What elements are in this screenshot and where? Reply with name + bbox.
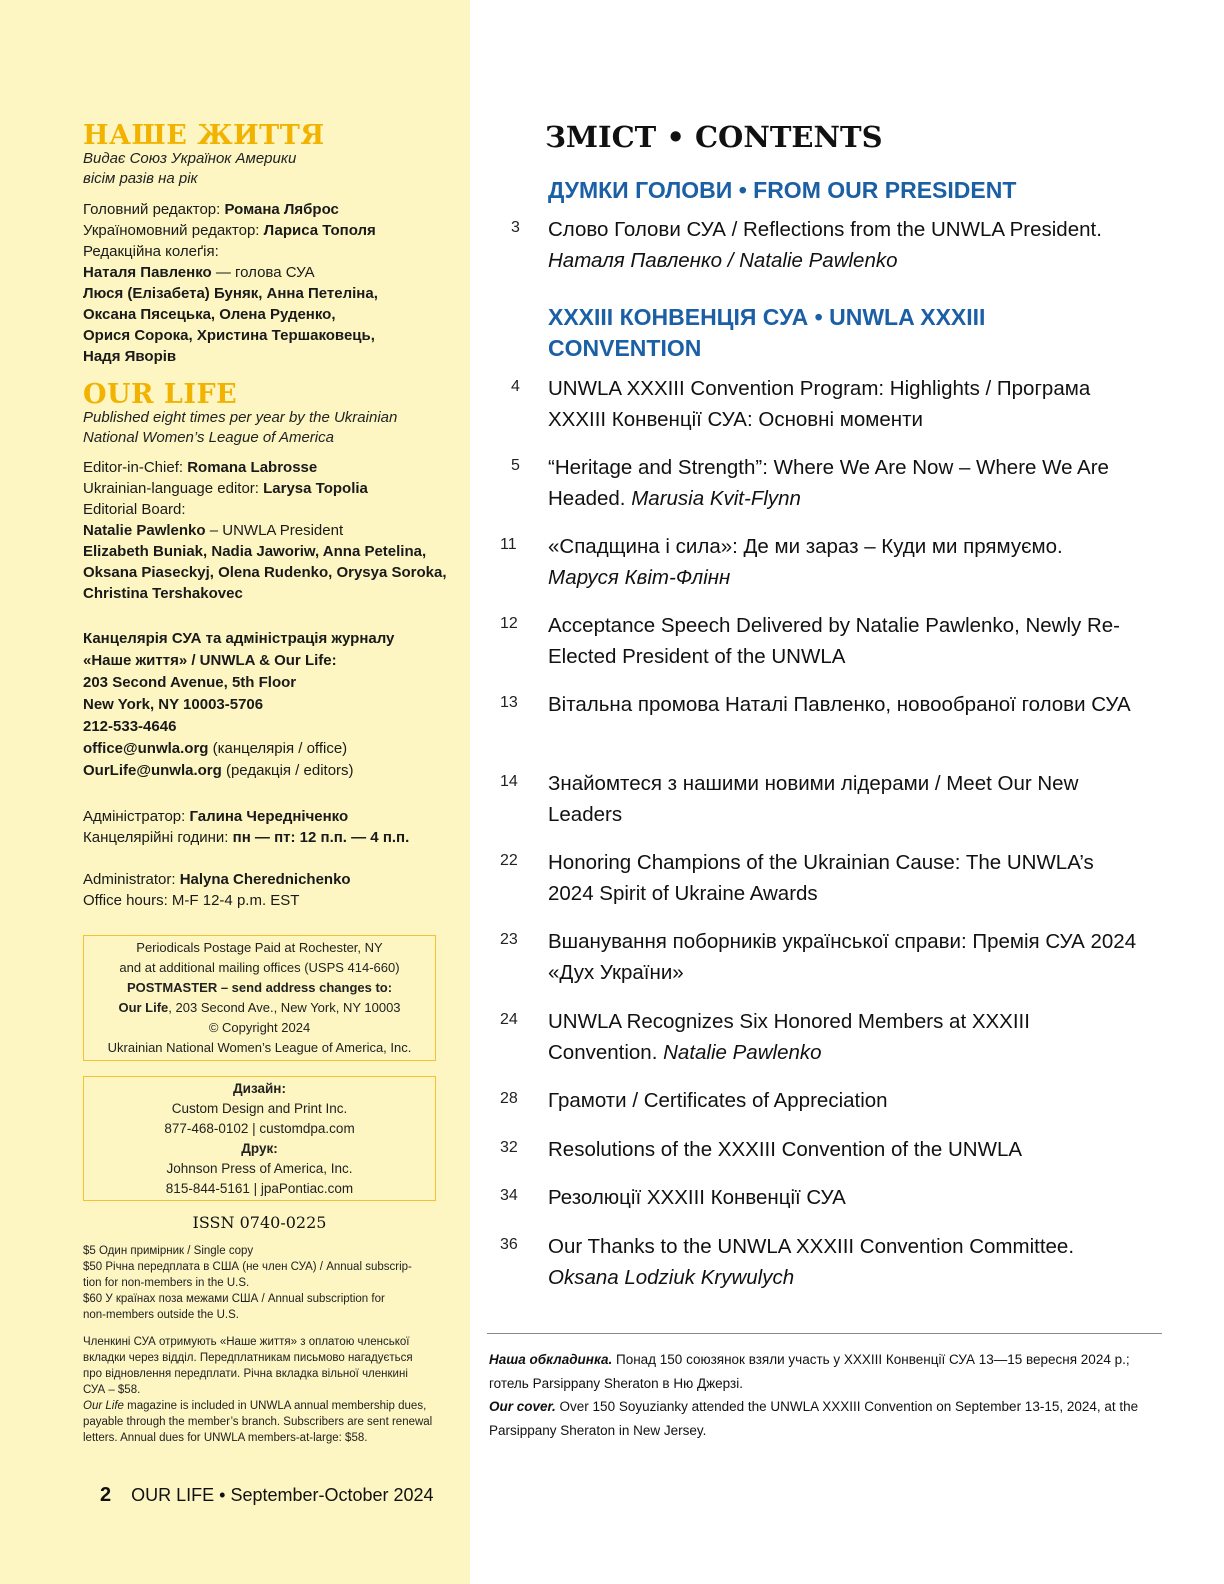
toc-page-number: 34 xyxy=(500,1187,518,1204)
caption-divider xyxy=(487,1333,1162,1334)
price-line: $5 Один примірник / Single copy xyxy=(83,1245,254,1257)
toc-title: Resolutions of the XXXIII Convention of the UNWLA xyxy=(548,1138,1023,1161)
ua-publisher-line-1: Видає Союз Українок Америки xyxy=(83,150,297,167)
en-staff-list xyxy=(83,457,453,604)
toc-title: “Heritage and Strength”: Where We Are Now – Where We Are Headed. xyxy=(548,456,1109,510)
ua-staff-list xyxy=(83,199,453,367)
toc-page-number: 14 xyxy=(500,773,518,790)
page-number: 2 xyxy=(100,1484,112,1506)
toc-page-number: 22 xyxy=(500,852,518,869)
address-line: 203 Second Avenue, 5th Floor xyxy=(83,674,297,691)
en-publisher-line-1: Published eight times per year by the Ukrainian xyxy=(83,409,398,426)
en-staff-line: Natalie Pawlenko – UNWLA President xyxy=(83,522,344,539)
design-print-box: Дизайн: Custom Design and Print Inc. 877-468-0102 | customdpa.com Друк: Johnson Press of America, Inc. 815-844-5161 | jpaPontiac.com xyxy=(83,1076,436,1201)
section-heading-convention: XXXIII КОНВЕНЦІЯ СУА • UNWLA XXXIII CONVENTION xyxy=(548,304,986,361)
section-heading-president: ДУМКИ ГОЛОВИ • FROM OUR PRESIDENT xyxy=(548,177,1017,203)
ua-staff-line: Україномовний редактор: Лариса Тополя xyxy=(83,222,376,239)
price-list xyxy=(83,1243,443,1323)
office-line: «Наше життя» / UNWLA & Our Life: xyxy=(83,652,337,669)
toc-title: Знайомтеся з нашими новими лідерами / Meet Our New Leaders xyxy=(548,772,1079,826)
page-footer xyxy=(100,1484,434,1507)
toc-page-number: 32 xyxy=(500,1139,518,1156)
en-staff-line: Oksana Piaseckyj, Olena Rudenko, Orysya Soroka, xyxy=(83,564,447,581)
toc-author: Наталя Павленко / Natalie Pawlenko xyxy=(548,249,898,272)
editors-email-link[interactable]: OurLife@unwla.org xyxy=(83,762,222,779)
toc-title: Грамоти / Certificates of Appreciation xyxy=(548,1089,888,1112)
price-line: $50 Річна передплата в США (не член СУА) / Annual subscrip- xyxy=(83,1261,412,1273)
office-line: Канцелярія СУА та адміністрація журналу xyxy=(83,630,395,647)
office-address-block xyxy=(83,628,453,782)
toc-title: Вшанування поборників української справи: Премія СУА 2024 «Дух України» xyxy=(548,930,1137,984)
ua-staff-line: Надя Яворів xyxy=(83,348,177,365)
toc-author: Marusia Kvit-Flynn xyxy=(631,487,801,510)
toc-author: Natalie Pawlenko xyxy=(663,1041,822,1064)
ua-staff-line: Люся (Елізабета) Буняк, Анна Петеліна, xyxy=(83,285,378,302)
ua-staff-line: Орися Сорока, Христина Тершаковець, xyxy=(83,327,375,344)
toc-page-number: 3 xyxy=(511,219,520,236)
postage-box: Periodicals Postage Paid at Rochester, NY and at additional mailing offices (USPS 414-660) POSTMASTER – send address changes to: Our Life, 203 Second Ave., New York, NY 10003 © Copyright 2024 Ukrainian National Women’s League of America, Inc. xyxy=(83,935,436,1061)
ua-hours-line: Канцелярійні години: пн — пт: 12 п.п. — 4 п.п. xyxy=(83,829,410,846)
membership-note: Членкині СУА отримують «Наше життя» з оплатою членської вкладки через відділ. Передплатникам письмово нагадується про відновлення передплати. Річна вкладка вільної членкині СУА – $58. Our Life magazine is included in UNWLA annual membership dues, payable through the member’s branch. Subscribers are sent renewal letters. Annual dues for UNWLA members-at-large: $58. xyxy=(83,1336,433,1444)
toc-title: Слово Голови СУА / Reflections from the UNWLA President. xyxy=(548,218,1102,241)
toc-title: Our Thanks to the UNWLA XXXIII Convention Committee. xyxy=(548,1235,1075,1258)
ua-staff-line: Головний редактор: Романа Ляброс xyxy=(83,201,339,218)
phone-number: 212-533-4646 xyxy=(83,718,177,735)
toc-title: UNWLA Recognizes Six Honored Members at XXXIII Convention. xyxy=(548,1010,1030,1064)
toc-page-number: 13 xyxy=(500,694,518,711)
toc-title: Honoring Champions of the Ukrainian Cause: The UNWLA’s 2024 Spirit of Ukraine Awards xyxy=(548,851,1094,905)
toc-author: Маруся Квіт-Флінн xyxy=(548,566,731,589)
cover-caption-en: Our cover. Over 150 Soyuzianky attended the UNWLA XXXIII Convention on September 13-15, 2024, at the Parsippany Sheraton in New Jersey. xyxy=(489,1399,1139,1438)
price-line: non-members outside the U.S. xyxy=(83,1309,239,1321)
ua-staff-line: Наталя Павленко — голова СУА xyxy=(83,264,315,281)
ua-staff-line: Редакційна колеґія: xyxy=(83,243,219,260)
en-staff-line: Elizabeth Buniak, Nadia Jaworiw, Anna Petelina, xyxy=(83,543,427,560)
toc-title: «Спадщина і сила»: Де ми зараз – Куди ми прямуємо. xyxy=(548,535,1063,558)
price-line: tion for non-members in the U.S. xyxy=(83,1277,250,1289)
ua-masthead-logo: НАШЕ ЖИТТЯ xyxy=(83,120,325,151)
en-staff-line: Editorial Board: xyxy=(83,501,186,518)
ua-publisher-line-2: вісім разів на рік xyxy=(83,170,198,187)
toc-page-number: 5 xyxy=(511,457,520,474)
email-line: office@unwla.org (канцелярія / office) xyxy=(83,740,348,757)
cover-caption xyxy=(489,1348,1169,1442)
toc-title: Acceptance Speech Delivered by Natalie Pawlenko, Newly Re-Elected President of the UNWLA xyxy=(548,614,1121,668)
contents-title: ЗМІСТ • CONTENTS xyxy=(545,120,883,154)
ua-admin-block xyxy=(83,806,453,848)
en-admin-line: Administrator: Halyna Cherednichenko xyxy=(83,871,351,888)
en-publisher-line-2: National Women’s League of America xyxy=(83,429,334,446)
en-staff-line: Editor-in-Chief: Romana Labrosse xyxy=(83,459,318,476)
address-line: New York, NY 10003-5706 xyxy=(83,696,264,713)
toc-author: Oksana Lodziuk Krywulych xyxy=(548,1266,795,1289)
footer-issue-text: OUR LIFE • September-October 2024 xyxy=(131,1485,434,1505)
toc-page-number: 28 xyxy=(500,1090,518,1107)
email-line: OurLife@unwla.org (редакція / editors) xyxy=(83,762,354,779)
ua-admin-line: Адміністратор: Галина Череднiченко xyxy=(83,808,349,825)
issn-number: ISSN 0740-0225 xyxy=(192,1213,327,1232)
cover-caption-ua: Наша обкладинка. Понад 150 союзянок взяли участь у XXXIII Конвенції СУА 13—15 вересня 2024 р.; готель Parsippany Sheraton в Ню Джерзі. xyxy=(489,1352,1130,1391)
toc-page-number: 12 xyxy=(500,615,518,632)
toc-page-number: 24 xyxy=(500,1011,518,1028)
toc-page-number: 4 xyxy=(511,378,520,395)
en-masthead-logo: OUR LIFE xyxy=(83,379,238,410)
toc-title: UNWLA XXXIII Convention Program: Highlights / Програма XXXIII Конвенції СУА: Основні моменти xyxy=(548,377,1091,431)
en-admin-block xyxy=(83,869,453,911)
toc-title: Вітальна промова Наталі Павленко, новообраної голови СУА xyxy=(548,693,1131,716)
toc-page-number: 23 xyxy=(500,931,518,948)
toc-page-number: 36 xyxy=(500,1236,518,1253)
ua-staff-line: Оксана Пясецька, Олена Руденко, xyxy=(83,306,336,323)
office-email-link[interactable]: office@unwla.org xyxy=(83,740,209,757)
price-line: $60 У країнах поза межами США / Annual subscription for xyxy=(83,1293,385,1305)
en-hours-line: Office hours: M-F 12-4 p.m. EST xyxy=(83,892,300,909)
toc-title: Резолюції XXXIII Конвенції СУА xyxy=(548,1186,846,1209)
en-staff-line: Christina Tershakovec xyxy=(83,585,243,602)
toc-page-number: 11 xyxy=(500,536,517,553)
en-staff-line: Ukrainian-language editor: Larysa Topolia xyxy=(83,480,368,497)
